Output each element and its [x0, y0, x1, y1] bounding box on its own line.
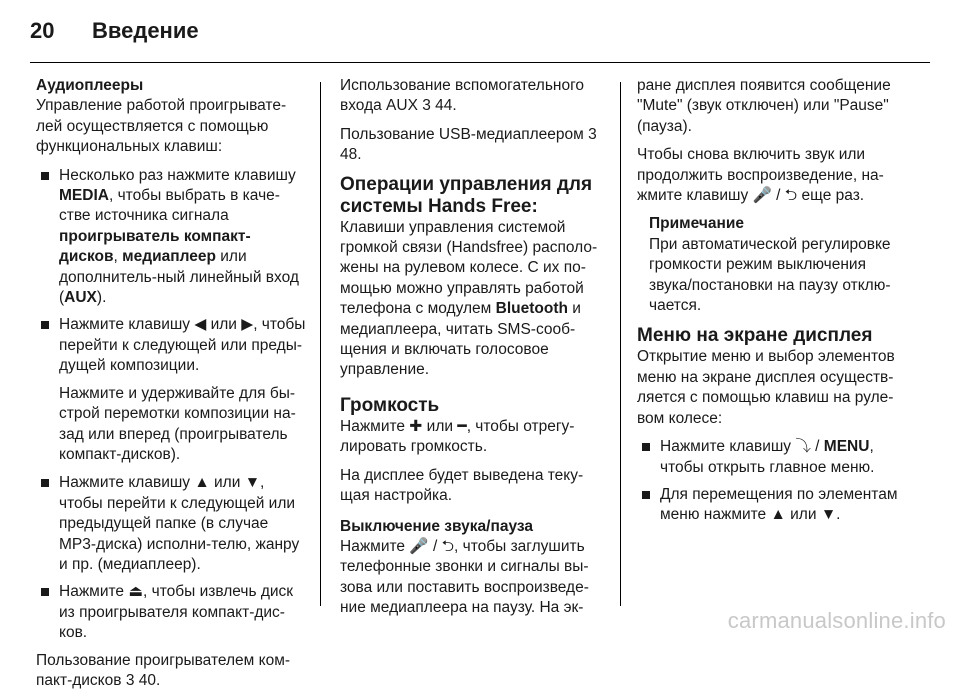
list-item: Нажмите ⏏, чтобы извлечь диск из проигрывателя компакт-дис-ков. [36, 582, 306, 643]
note-box [637, 214, 911, 316]
section-heading-hands-free: Операции управления для системы Hands Free: [340, 173, 593, 217]
paragraph: Пользование USB-медиаплеером 3 48. [340, 125, 597, 164]
paragraph: Управление работой проигрывате-лей осуществляется с помощью функциональных клавиш: [36, 97, 287, 156]
hang-up-icon: ⮌ [441, 537, 455, 555]
paragraph: ране дисплея появится сообщение "Mute" (звук отключен) или "Pause" (пауза). [637, 77, 891, 135]
page-ref-icon: 3 [588, 125, 597, 143]
paragraph: Открытие меню и выбор элементов меню на экране дисплея осуществ-ляется с помощью клавиш на руле-вом колесе: [637, 348, 895, 427]
section-heading-audio: Аудиоплееры [36, 77, 144, 94]
mic-mute-icon: 🎤 [752, 187, 772, 205]
eject-icon: ⏏ [128, 583, 144, 601]
paragraph: Нажмите ✚ или ━, чтобы отрегу-лировать громкость. [340, 417, 575, 456]
column-1 [36, 76, 306, 699]
note-text: При автоматической регулировке громкости режим выключения звука/постановки на паузу отклю-чается. [649, 235, 891, 315]
paragraph: Нажмите 🎤 / ⮌, чтобы заглушить телефонные звонки и сигналы вы-зова или поставить воспроизведе-ние медиаплеера на паузу. На эк- [340, 537, 589, 617]
down-arrow-icon: ▼ [820, 506, 837, 524]
column-3 [637, 76, 911, 533]
note-title: Примечание [649, 215, 744, 233]
paragraph: Использование вспомогательного входа AUX 3 44. [340, 77, 585, 115]
column-2 [340, 76, 610, 627]
page-ref-icon: 3 [125, 671, 135, 689]
hang-up-icon: ⮌ [784, 187, 798, 205]
up-arrow-icon: ▲ [194, 474, 210, 492]
paragraph: На дисплее будет выведена теку-щая настройка. [340, 466, 584, 505]
mic-mute-icon: 🎤 [409, 537, 429, 555]
paragraph: Нажмите и удерживайте для бы-строй перемотки композиции на-зад или вперед (проигрыватель компакт-дисков). [59, 384, 296, 463]
paragraph: Клавиши управления системой громкой связи (Handsfree) располо-жены на рулевом колесе. С их по-мощью можно управлять работой телефона с модулем Bluetooth и медиаплеера, читать SMS-сооб-щения и включать голосовое управление. [340, 218, 598, 379]
list-item: Нажмите клавишу ⤵ / MENU, чтобы открыть главное меню. [637, 437, 911, 478]
column-divider [320, 82, 321, 606]
list-item: Нажмите клавишу ◀ или ▶, чтобы перейти к следующей или преды-дущей композиции. [36, 315, 306, 376]
section-heading-volume: Громкость [340, 394, 440, 416]
paragraph: Пользование проигрывателем ком-пакт-дисков 3 40. [36, 651, 291, 689]
menu-return-icon: ⤵ [795, 438, 811, 456]
list-item: Нажмите клавишу ▲ или ▼, чтобы перейти к следующей или предыдущей папке (в случае MP3-диска) исполни-телю, жанру и пр. (медиаплеер). [36, 473, 306, 575]
section-heading-mute: Выключение звука/пауза [340, 517, 533, 535]
left-arrow-icon: ◀ [194, 316, 207, 334]
page-number: 20 [30, 18, 55, 43]
page-title: Введение [92, 18, 199, 43]
page-ref-icon: 3 [422, 97, 431, 115]
plus-icon: ✚ [409, 417, 423, 435]
section-heading-menu: Меню на экране дисплея [637, 325, 873, 347]
list-item: Для перемещения по элементам меню нажмите ▲ или ▼. [637, 485, 911, 526]
paragraph: Чтобы снова включить звук или продолжить воспроизведение, на-жмите клавишу 🎤 / ⮌ еще раз. [637, 145, 911, 206]
minus-icon: ━ [457, 417, 467, 435]
column-divider [620, 82, 621, 606]
header-rule [30, 62, 930, 63]
watermark: carmanualsonline.info [727, 608, 946, 633]
up-arrow-icon: ▲ [770, 506, 786, 524]
right-arrow-icon: ▶ [241, 316, 254, 334]
list-item: Несколько раз нажмите клавишу MEDIA, чтобы выбрать в каче-стве источника сигнала проигрыватель компакт-дисков, медиаплеер или дополнитель-ный линейный вход (AUX). [36, 166, 306, 309]
down-arrow-icon: ▼ [244, 474, 261, 492]
page-header [30, 18, 199, 52]
